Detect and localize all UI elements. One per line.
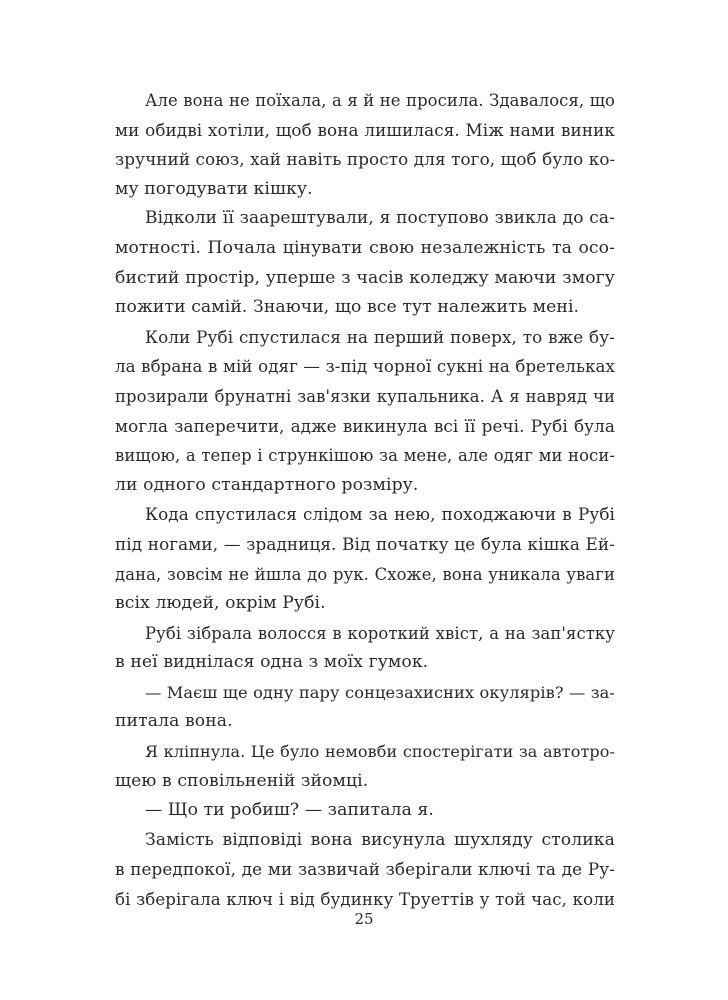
- text-line: — Що ти робиш? — запитала я.: [145, 800, 434, 821]
- text-line: питала вона.: [115, 711, 233, 732]
- text-line: всіх людей, окрім Рубі.: [115, 593, 326, 614]
- text-line: могла заперечити, адже викинула всі її речі. Рубі була: [115, 415, 615, 436]
- text-line: Коли Рубі спустилася на перший поверх, то вже бу-: [145, 326, 615, 347]
- text-line: зручний союз, хай навіть просто для того, щоб було ко-: [115, 149, 616, 170]
- text-line: Замість відповіді вона висунула шухляду столика: [145, 829, 615, 850]
- text-line: ла вбрана в мій одяг — з-під чорної сукні на бретельках: [115, 357, 615, 377]
- text-line: Рубі зібрала волосся в короткий хвіст, а на зап'ястку: [145, 623, 615, 643]
- text-line: ли одного стандартного розміру.: [115, 474, 419, 495]
- text-line: Я кліпнула. Це було немовби спостерігати за автотро-: [145, 742, 615, 762]
- text-line: бистий простір, уперше з часів коледжу маючи змогу: [115, 267, 615, 288]
- text-line: — Маєш ще одну пару сонцезахисних окулярів? — за-: [145, 682, 615, 702]
- text-line: му погодувати кішку.: [115, 178, 313, 199]
- text-line: в передпокої, де ми зазвичай зберігали ключі та де Ру-: [115, 859, 615, 880]
- page-number: 25: [354, 910, 374, 928]
- text-line: дана, зовсім не йшла до рук. Схоже, вона уникала уваги: [115, 564, 615, 584]
- text-line: щею в сповільненій зйомці.: [115, 770, 369, 791]
- text-line: Відколи її заарештували, я поступово звикла до са-: [145, 208, 615, 229]
- text-line: в неї виднілася одна з моїх гумок.: [115, 652, 429, 673]
- text-line: бі зберігала ключ і від будинку Труеттів у той час, коли: [115, 890, 615, 910]
- text-line: Кода спустилася слідом за нею, походжаючи в Рубі: [145, 504, 615, 525]
- text-line: прозирали брунатні зав'язки купальника. А я навряд чи: [115, 386, 615, 406]
- text-line: Але вона не поїхала, а я й не просила. Здавалося, що: [145, 91, 615, 110]
- text-line: вищою, а тепер і стрункішою за мене, але одяг ми носи-: [115, 446, 615, 466]
- body-text: [115, 86, 615, 915]
- text-line: пожити самій. Знаючи, що все тут належить мені.: [115, 297, 580, 318]
- text-line: ми обидві хотіли, щоб вона лишилася. Між нами виник: [115, 119, 615, 140]
- text-line: мотності. Почала цінувати свою незалежність та осо-: [115, 237, 615, 258]
- text-line: під ногами, — зрадниця. Від початку це була кішка Ей-: [115, 533, 615, 554]
